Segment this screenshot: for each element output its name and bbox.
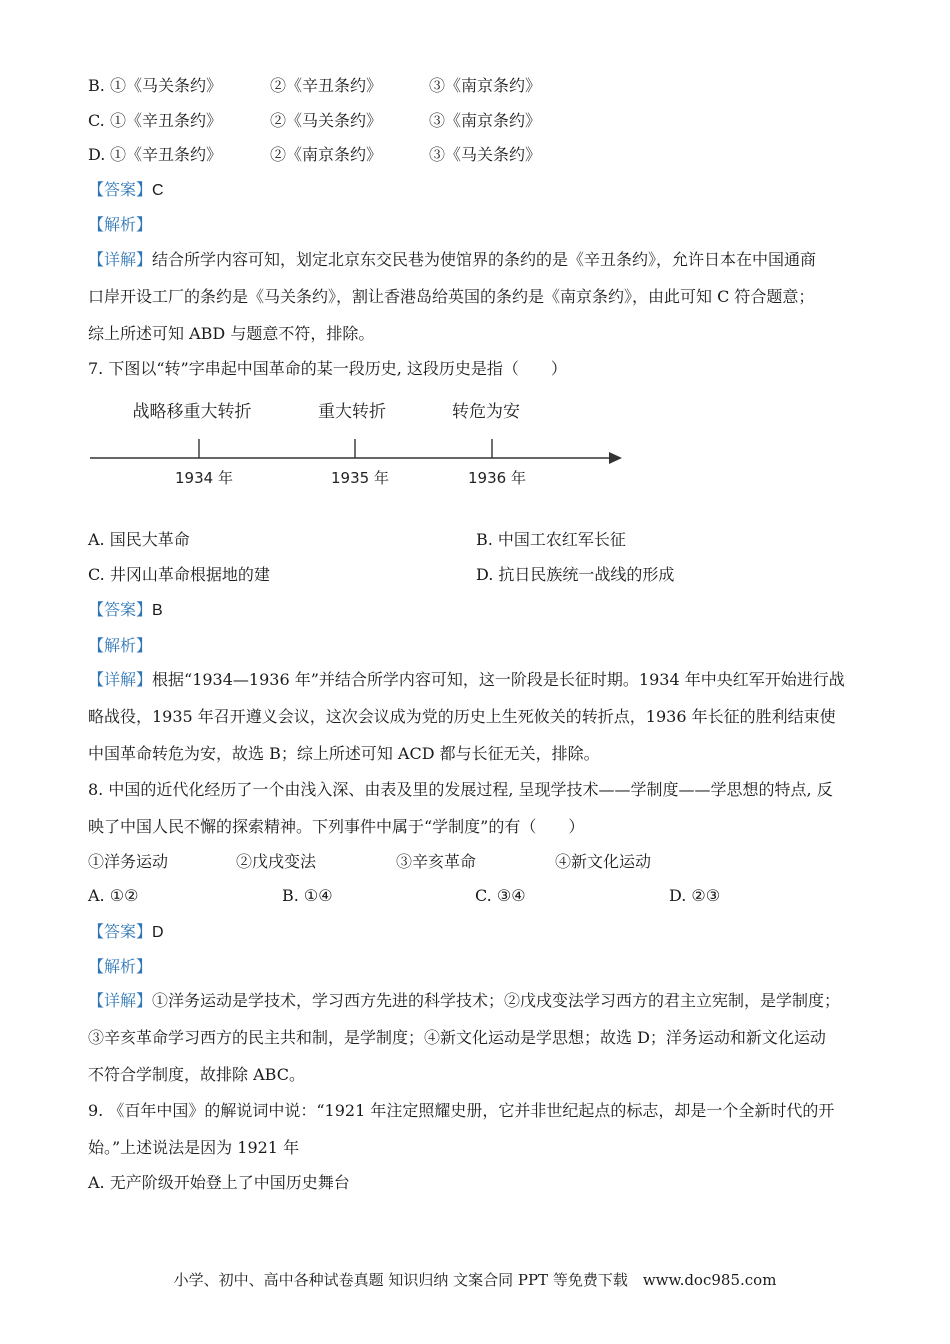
- analysis-label: 【解析】: [88, 957, 153, 976]
- stem-line: 映了中国人民不懈的探索精神。下列事件中属于“学制度”的有（ ）: [88, 817, 585, 836]
- option-item-1: ①《辛丑条约》: [110, 111, 223, 130]
- q9-option-a: A. 无产阶级开始登上了中国历史舞台: [88, 1173, 350, 1192]
- answer-value: D: [152, 924, 164, 941]
- option-item-3: ③《南京条约》: [429, 76, 542, 95]
- stem-line: 9. 《百年中国》的解说词中说：“1921 年注定照耀史册，它并非世纪起点的标志，却是一个全新时代的开: [88, 1101, 835, 1120]
- timeline-year-1: 1934 年: [175, 469, 233, 487]
- q6-answer: [88, 180, 164, 201]
- timeline-year-2: 1935 年: [331, 469, 389, 487]
- option-letter: C.: [88, 111, 105, 130]
- option-d: D. 抗日民族统一战线的形成: [476, 565, 675, 584]
- option-item-3: ③《马关条约》: [429, 145, 542, 164]
- option-item-2: ②《马关条约》: [270, 111, 383, 130]
- answer-label: 【答案】: [88, 922, 153, 941]
- q6-detail: [88, 241, 863, 352]
- option-item-1: ①《马关条约》: [110, 76, 223, 95]
- q9-stem: [88, 1092, 868, 1166]
- stem-line: 始。”上述说法是因为 1921 年: [88, 1138, 300, 1157]
- q8-stem: [88, 771, 868, 845]
- q8-analysis-heading: [88, 957, 152, 977]
- detail-line: 结合所学内容可知，划定北京东交民巷为使馆界的条约的是《辛丑条约》，允许日本在中国通商: [152, 250, 817, 269]
- item-2: ②戊戌变法: [236, 852, 317, 871]
- answer-label: 【答案】: [88, 600, 153, 619]
- answer-value: B: [152, 602, 163, 619]
- detail-line: ③辛亥革命学习西方的民主共和制，是学制度；④新文化运动是学思想；故选 D；洋务运动和新文化运动: [88, 1028, 826, 1047]
- timeline-event-2: 重大转折: [318, 402, 386, 422]
- detail-line: 根据“1934—1936 年”并结合所学内容可知，这一阶段是长征时期。1934 年中央红军开始进行战: [152, 670, 845, 689]
- detail-label: 【详解】: [88, 991, 153, 1010]
- option-item-3: ③《南京条约》: [429, 111, 542, 130]
- q8-detail: [88, 982, 863, 1093]
- option-letter: D.: [88, 145, 106, 164]
- q7-analysis-heading: [88, 636, 152, 656]
- option-a: A. 国民大革命: [88, 530, 190, 549]
- option-item-2: ②《南京条约》: [270, 145, 383, 164]
- timeline-arrow-icon: [609, 452, 622, 464]
- timeline-event-3: 转危为安: [452, 402, 520, 422]
- item-4: ④新文化运动: [555, 852, 652, 871]
- answer-label: 【答案】: [88, 180, 153, 199]
- q8-answer: [88, 922, 164, 943]
- q7-stem: 7. 下图以“转”字串起中国革命的某一段历史, 这段历史是指（ ）: [88, 359, 567, 378]
- detail-label: 【详解】: [88, 670, 153, 689]
- detail-line: 口岸开设工厂的条约是《马关条约》，割让香港岛给英国的条约是《南京条约》，由此可知 C 符合题意；: [88, 287, 815, 306]
- stem-line: 8. 中国的近代化经历了一个由浅入深、由表及里的发展过程, 呈现学技术——学制度——学思想的特点, 反: [88, 780, 833, 799]
- q7-answer: [88, 600, 163, 621]
- option-c: C. 井冈山革命根据地的建: [88, 565, 270, 584]
- option-letter: B.: [88, 76, 105, 95]
- detail-label: 【详解】: [88, 250, 153, 269]
- page-footer: 小学、初中、高中各种试卷真题 知识归纳 文案合同 PPT 等免费下载 www.doc985.com: [173, 1271, 777, 1289]
- analysis-label: 【解析】: [88, 215, 153, 234]
- q7-timeline-figure: [88, 395, 633, 495]
- option-item-2: ②《辛丑条约》: [270, 76, 383, 95]
- option-a: A. ①②: [88, 886, 139, 905]
- answer-value: C: [152, 182, 164, 199]
- option-item-1: ①《辛丑条约》: [110, 145, 223, 164]
- timeline-event-1: 战略移重大转折: [132, 402, 252, 422]
- option-b: B. ①④: [282, 886, 333, 905]
- item-3: ③辛亥革命: [396, 852, 477, 871]
- option-b: B. 中国工农红军长征: [476, 530, 626, 549]
- detail-line: 不符合学制度，故排除 ABC。: [88, 1065, 305, 1084]
- timeline-year-3: 1936 年: [468, 469, 526, 487]
- detail-line: 中国革命转危为安，故选 B；综上所述可知 ACD 都与长征无关，排除。: [88, 744, 600, 763]
- option-c: C. ③④: [475, 886, 526, 905]
- q6-analysis-heading: [88, 215, 152, 235]
- detail-line: 略战役，1935 年召开遵义会议，这次会议成为党的历史上生死攸关的转折点，1936 年长征的胜利结束使: [88, 707, 836, 726]
- detail-line: ①洋务运动是学技术，学习西方先进的科学技术；②戊戌变法学习西方的君主立宪制，是学制度；: [152, 991, 841, 1010]
- option-d: D. ②③: [669, 886, 721, 905]
- item-1: ①洋务运动: [88, 852, 169, 871]
- detail-line: 综上所述可知 ABD 与题意不符，排除。: [88, 324, 375, 343]
- q7-detail: [88, 661, 863, 772]
- analysis-label: 【解析】: [88, 636, 153, 655]
